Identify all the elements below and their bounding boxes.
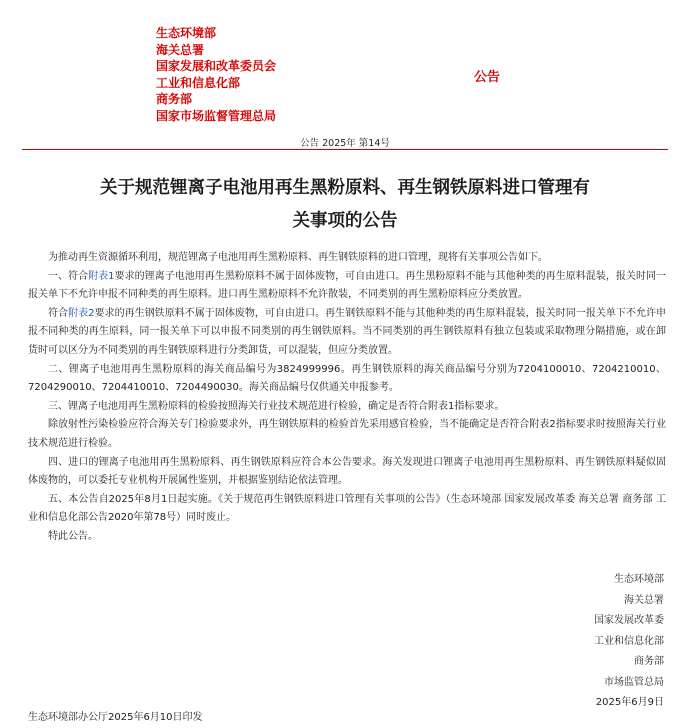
title-line: 关于规范锂离子电池用再生黑粉原料、再生钢铁原料进口管理有 [100, 178, 590, 198]
paragraph-text: 要求的锂离子电池用再生黑粉原料不属于固体废物，可自由进口。再生黑粉原料不能与其他种类的再生原料混装，报关时同一报关单下不允许申报不同种类的再生原料。进口再生黑粉原料不允许散装，不同类别的再生黑粉原料应分类放置。 [28, 270, 666, 301]
signer-name: 海关总署 [624, 594, 664, 606]
signer-name: 工业和信息化部 [594, 635, 664, 647]
signer-block [594, 570, 664, 714]
document-number: 公告 2025年 第14号 [300, 138, 390, 149]
signer-name: 商务部 [634, 656, 664, 667]
paragraph-text: 符合 [48, 307, 69, 319]
announcement-title [60, 172, 630, 238]
paragraph-3: 二、锂离子电池用再生黑粉原料的海关商品编号为3824999996。再生钢铁原料的海关商品编号分别为7204100010、7204210010、7204290010、7204410010、7204490030。海关商品编号仅供通关申报参考。 [28, 363, 666, 394]
announcement-body [28, 249, 666, 547]
issuance-footer: 生态环境部办公厅2025年6月10日印发 [28, 712, 203, 723]
issuer-name: 海关总署 [156, 42, 205, 57]
signer-name: 市场监管总局 [604, 676, 664, 688]
paragraph-1 [28, 268, 666, 305]
issuer-name: 商务部 [156, 92, 193, 106]
paragraph-5: 除放射性污染检验应符合海关专门检验要求外，再生钢铁原料的检验首先采用感官检验，当不能确定是否符合附表2指标要求时按照海关行业技术规范进行检验。 [28, 419, 666, 449]
intro-paragraph: 为推动再生资源循环利用，规范锂离子电池用再生黑粉原料、再生钢铁原料的进口管理，现将有关事项公告如下。 [48, 252, 548, 263]
appendix-1-link[interactable]: 附表1 [88, 270, 115, 282]
signer-name: 国家发展改革委 [594, 615, 664, 626]
paragraph-4: 三、锂离子电池用再生黑粉原料的检验按照海关行业技术规范进行检验，确定是否符合附表1指标要求。 [48, 400, 505, 412]
title-line: 关事项的公告 [292, 211, 398, 231]
header-divider [22, 149, 668, 150]
paragraph-2 [28, 305, 666, 361]
paragraph-text: 要求的再生钢铁原料不属于固体废物，可自由进口。再生钢铁原料不能与其他种类的再生原料混装，报关时同一报关单下不允许申报不同种类的再生原料，同一报关单下可以申报不同类别的再生钢铁原料。当不同类别的再生钢铁原料有独立包装或采取物理分隔措施，或在卸货时可以区分为不同类别的再生钢铁原料进行分类卸货，可以混装，但应分类放置。 [28, 307, 667, 356]
appendix-2-link[interactable]: 附表2 [68, 307, 95, 319]
document-type-label: 公告 [474, 70, 501, 85]
issuer-name: 国家发展和改革委员会 [156, 59, 277, 73]
issuer-name: 国家市场监督管理总局 [156, 108, 277, 123]
closing-paragraph: 特此公告。 [48, 530, 98, 542]
signer-name: 生态环境部 [614, 574, 664, 585]
issuer-name: 工业和信息化部 [156, 75, 241, 90]
paragraph-6: 四、进口的锂离子电池用再生黑粉原料、再生钢铁原料应符合本公告要求。海关发现进口锂离子电池用再生黑粉原料、再生钢铁原料疑似固体废物的，可以委托专业机构开展属性鉴别，并根据鉴别结论依法管理。 [28, 456, 666, 487]
issuer-name: 生态环境部 [156, 26, 217, 40]
signing-date: 2025年6月9日 [595, 697, 664, 708]
paragraph-text: 一、符合 [48, 270, 89, 282]
issuer-list [156, 25, 276, 124]
paragraph-7: 五、本公告自2025年8月1日起实施。《关于规范再生钢铁原料进口管理有关事项的公告》（生态环境部 国家发展改革委 海关总署 商务部 工业和信息化部公告2020年第78号）同时废止。 [28, 493, 666, 524]
